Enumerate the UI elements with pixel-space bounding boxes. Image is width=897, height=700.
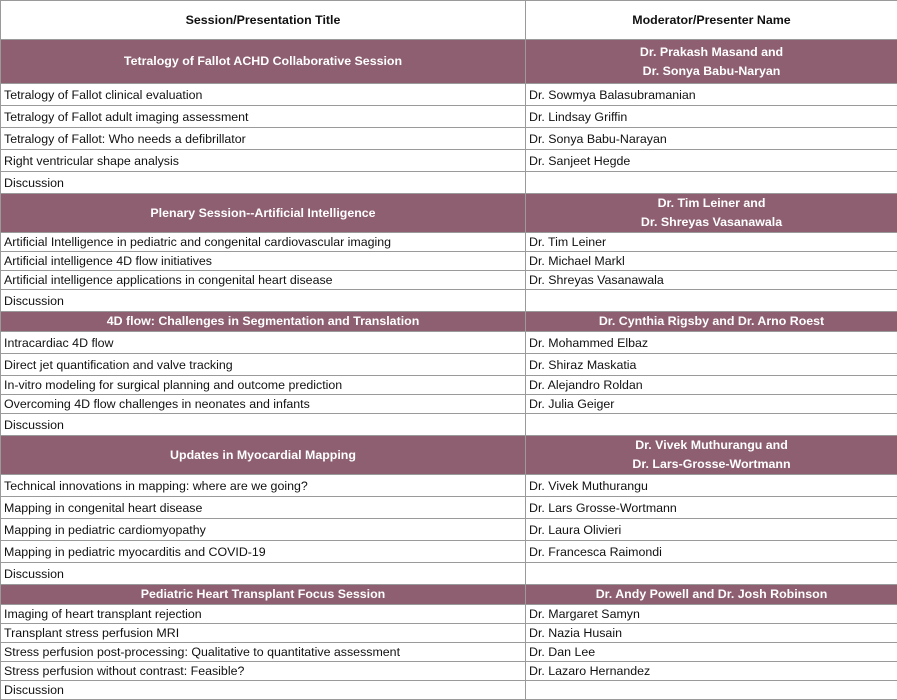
session-title: Updates in Myocardial Mapping [1, 436, 526, 475]
presentation-title: Transplant stress perfusion MRI [1, 624, 526, 643]
session-moderators [526, 585, 897, 605]
presentation-row [1, 376, 897, 395]
moderator-line: Dr. Cynthia Rigsby and Dr. Arno Roest [526, 312, 897, 331]
presentation-title: Technical innovations in mapping: where are we going? [1, 475, 526, 497]
session-header-row [1, 585, 897, 605]
presenter-name: Dr. Tim Leiner [526, 233, 897, 252]
presentation-row [1, 624, 897, 643]
presenter-name: Dr. Shreyas Vasanawala [526, 271, 897, 290]
presentation-title: Mapping in pediatric myocarditis and COVID-19 [1, 541, 526, 563]
presenter-name [526, 290, 897, 312]
presenter-name [526, 172, 897, 194]
session-moderators [526, 312, 897, 332]
presentation-title: Discussion [1, 290, 526, 312]
presentation-row [1, 497, 897, 519]
presenter-name: Dr. Julia Geiger [526, 395, 897, 414]
presentation-row [1, 84, 897, 106]
presenter-name: Dr. Alejandro Roldan [526, 376, 897, 395]
moderator-line: Dr. Lars-Grosse-Wortmann [526, 455, 897, 474]
presentation-title: Imaging of heart transplant rejection [1, 605, 526, 624]
presenter-name: Dr. Vivek Muthurangu [526, 475, 897, 497]
session-header-row [1, 194, 897, 233]
header-row [1, 1, 897, 40]
presenter-name: Dr. Lazaro Hernandez [526, 662, 897, 681]
presentation-row [1, 354, 897, 376]
presentation-title: Intracardiac 4D flow [1, 332, 526, 354]
presenter-name: Dr. Lindsay Griffin [526, 106, 897, 128]
moderator-line: Dr. Shreyas Vasanawala [526, 213, 897, 232]
session-header-row [1, 436, 897, 475]
moderator-line: Dr. Vivek Muthurangu and [526, 436, 897, 455]
presentation-title: Tetralogy of Fallot clinical evaluation [1, 84, 526, 106]
presentation-row [1, 332, 897, 354]
presentation-row [1, 414, 897, 436]
presenter-name: Dr. Sowmya Balasubramanian [526, 84, 897, 106]
presentation-title: Stress perfusion post-processing: Qualitative to quantitative assessment [1, 643, 526, 662]
presentation-row [1, 475, 897, 497]
presentation-title: Artificial intelligence 4D flow initiatives [1, 252, 526, 271]
presenter-name: Dr. Francesca Raimondi [526, 541, 897, 563]
session-title: Tetralogy of Fallot ACHD Collaborative Session [1, 40, 526, 84]
session-moderators [526, 194, 897, 233]
session-header-row [1, 312, 897, 332]
presenter-name [526, 563, 897, 585]
presentation-title: Tetralogy of Fallot: Who needs a defibrillator [1, 128, 526, 150]
presentation-title: Mapping in pediatric cardiomyopathy [1, 519, 526, 541]
presentation-row [1, 172, 897, 194]
presentation-row [1, 128, 897, 150]
moderator-line: Dr. Sonya Babu-Naryan [526, 62, 897, 81]
presentation-row [1, 605, 897, 624]
moderator-line: Dr. Andy Powell and Dr. Josh Robinson [526, 585, 897, 604]
presenter-name: Dr. Michael Markl [526, 252, 897, 271]
presentation-title: Artificial Intelligence in pediatric and congenital cardiovascular imaging [1, 233, 526, 252]
session-title: Pediatric Heart Transplant Focus Session [1, 585, 526, 605]
title-column-header: Session/Presentation Title [1, 1, 526, 40]
moderator-line: Dr. Tim Leiner and [526, 194, 897, 213]
presentation-title: Discussion [1, 681, 526, 700]
presentation-row [1, 541, 897, 563]
session-moderators [526, 40, 897, 84]
presenter-name: Dr. Sonya Babu-Narayan [526, 128, 897, 150]
presenter-name: Dr. Mohammed Elbaz [526, 332, 897, 354]
session-moderators [526, 436, 897, 475]
presentation-row [1, 563, 897, 585]
presenter-name: Dr. Dan Lee [526, 643, 897, 662]
session-title: Plenary Session--Artificial Intelligence [1, 194, 526, 233]
presenter-name: Dr. Shiraz Maskatia [526, 354, 897, 376]
presentation-title: Stress perfusion without contrast: Feasible? [1, 662, 526, 681]
presentation-row [1, 395, 897, 414]
presentation-row [1, 106, 897, 128]
presentation-title: In-vitro modeling for surgical planning and outcome prediction [1, 376, 526, 395]
presentation-row [1, 643, 897, 662]
moderator-line: Dr. Prakash Masand and [526, 43, 897, 62]
presentation-row [1, 271, 897, 290]
presentation-title: Direct jet quantification and valve tracking [1, 354, 526, 376]
presentation-title: Tetralogy of Fallot adult imaging assessment [1, 106, 526, 128]
presentation-row [1, 233, 897, 252]
presenter-name [526, 414, 897, 436]
presentation-title: Mapping in congenital heart disease [1, 497, 526, 519]
session-title: 4D flow: Challenges in Segmentation and Translation [1, 312, 526, 332]
session-header-row [1, 40, 897, 84]
presentation-title: Discussion [1, 172, 526, 194]
presenter-name: Dr. Lars Grosse-Wortmann [526, 497, 897, 519]
presenter-name: Dr. Sanjeet Hegde [526, 150, 897, 172]
presentation-title: Right ventricular shape analysis [1, 150, 526, 172]
presentation-row [1, 290, 897, 312]
presentation-title: Discussion [1, 414, 526, 436]
presenter-name: Dr. Nazia Husain [526, 624, 897, 643]
presentation-title: Artificial intelligence applications in congenital heart disease [1, 271, 526, 290]
presentation-title: Overcoming 4D flow challenges in neonates and infants [1, 395, 526, 414]
presenter-column-header: Moderator/Presenter Name [526, 1, 897, 40]
presentation-row [1, 519, 897, 541]
presenter-name: Dr. Margaret Samyn [526, 605, 897, 624]
presenter-name: Dr. Laura Olivieri [526, 519, 897, 541]
presentation-row [1, 150, 897, 172]
presentation-row [1, 252, 897, 271]
presentation-row [1, 662, 897, 681]
presentation-title: Discussion [1, 563, 526, 585]
